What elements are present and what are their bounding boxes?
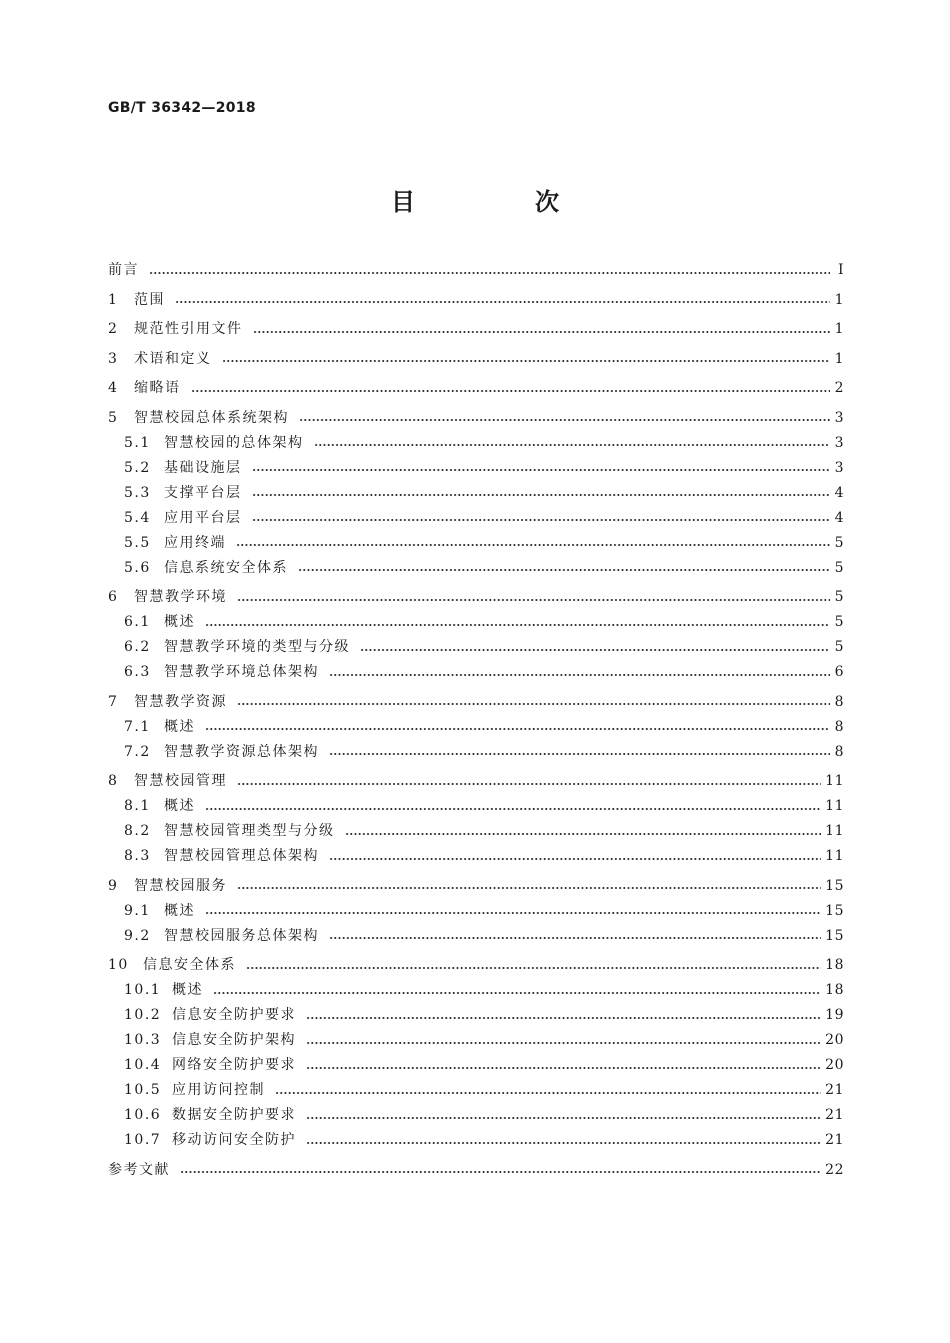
- dot-leader: [275, 1092, 821, 1094]
- toc-entry-number: 5.1: [124, 434, 151, 451]
- toc-entry-title: 移动访问安全防护: [172, 1132, 296, 1148]
- toc-entry-title: 应用终端: [164, 534, 226, 551]
- toc-entry-page: 3: [834, 434, 844, 451]
- toc-entry-title: 规范性引用文件: [134, 321, 243, 337]
- toc-entry-page: 20: [825, 1057, 844, 1073]
- toc-entry-number: 6.3: [124, 664, 151, 680]
- toc-entry[interactable]: [108, 406, 844, 431]
- toc-entry-title: 基础设施层: [164, 459, 242, 476]
- toc-entry[interactable]: [108, 1078, 844, 1103]
- dot-leader: [299, 419, 830, 421]
- toc-entry-page: 8: [834, 693, 844, 710]
- toc-entry-page: 2: [834, 380, 844, 396]
- toc-entry[interactable]: [108, 1103, 844, 1128]
- toc-entry-number: 10.4: [124, 1057, 162, 1073]
- toc-entry-title: 智慧教学环境总体架构: [164, 664, 319, 680]
- toc-entry-number: 10.5: [124, 1082, 162, 1098]
- toc-entry[interactable]: [108, 899, 844, 924]
- toc-entry-page: 15: [825, 877, 844, 894]
- toc-entry[interactable]: [108, 1053, 844, 1078]
- dot-leader: [149, 272, 830, 274]
- dot-leader: [205, 624, 830, 626]
- toc-entry-title: 概述: [164, 614, 195, 630]
- dot-leader: [236, 544, 830, 546]
- toc-entry-number: 5.2: [124, 459, 151, 476]
- toc-entry-number: 8.1: [124, 798, 151, 814]
- dot-leader: [191, 390, 831, 392]
- toc-entry-number: 9: [108, 877, 119, 894]
- toc-entry[interactable]: [108, 924, 844, 949]
- toc-entry-number: 10.2: [124, 1007, 162, 1023]
- dot-leader: [205, 728, 830, 730]
- toc-entry[interactable]: [108, 1128, 844, 1153]
- toc-entry-page: 3: [834, 409, 844, 426]
- toc-entry-page: 5: [834, 639, 844, 655]
- toc-entry-title: 智慧校园服务: [134, 877, 227, 894]
- toc-entry-page: 21: [825, 1107, 844, 1123]
- toc-entry-number: 10: [108, 957, 129, 973]
- toc-entry-title: 数据安全防护要求: [172, 1107, 296, 1123]
- toc-entry[interactable]: [108, 978, 844, 1003]
- toc-entry-number: 7: [108, 693, 119, 710]
- dot-leader: [306, 1117, 821, 1119]
- toc-entry[interactable]: [108, 376, 844, 401]
- toc-entry-page: 5: [834, 534, 844, 551]
- dot-leader: [205, 808, 821, 810]
- toc-entry-number: 4: [108, 380, 119, 396]
- toc-entry[interactable]: [108, 1158, 844, 1183]
- toc-entry[interactable]: [108, 456, 844, 481]
- toc-entry-page: 11: [825, 823, 844, 839]
- dot-leader: [237, 599, 830, 601]
- dot-leader: [252, 494, 831, 496]
- toc-entry-number: 5.3: [124, 484, 151, 501]
- toc-entry[interactable]: [108, 258, 844, 283]
- toc-entry-page: 6: [834, 664, 844, 680]
- toc-entry-title: 智慧校园管理: [134, 773, 227, 789]
- toc-entry-page: 11: [825, 798, 844, 814]
- toc-entry-page: 8: [834, 743, 844, 760]
- toc-entry-title: 智慧校园的总体架构: [164, 434, 304, 451]
- toc-entry-title: 智慧教学资源总体架构: [164, 743, 319, 760]
- toc-entry-title: 应用平台层: [164, 509, 242, 526]
- toc-title: 目 次: [391, 187, 607, 216]
- toc-entry-page: 11: [825, 848, 844, 864]
- toc-entry-number: 9.1: [124, 902, 151, 919]
- dot-leader: [329, 937, 821, 939]
- toc-entry[interactable]: [108, 819, 844, 844]
- dot-leader: [306, 1042, 821, 1044]
- toc-entry-number: 5: [108, 409, 119, 426]
- dot-leader: [252, 519, 831, 521]
- toc-entry-title: 概述: [164, 902, 195, 919]
- toc-entry-title: 信息安全防护要求: [172, 1007, 296, 1023]
- toc-entry-page: 5: [834, 559, 844, 576]
- toc-entry[interactable]: [108, 715, 844, 740]
- toc-entry-page: 20: [825, 1032, 844, 1048]
- dot-leader: [329, 753, 830, 755]
- toc-entry[interactable]: [108, 556, 844, 581]
- toc-entry-page: 22: [825, 1161, 844, 1178]
- dot-leader: [237, 703, 830, 705]
- document-code: GB/T 36342—2018: [108, 100, 256, 116]
- toc-entry-number: 10.1: [124, 982, 162, 998]
- dot-leader: [180, 1171, 821, 1173]
- toc-entry-page: 11: [825, 773, 844, 789]
- toc-entry[interactable]: [108, 317, 844, 342]
- toc-entry[interactable]: [108, 844, 844, 869]
- dot-leader: [252, 469, 831, 471]
- toc-entry-number: 1: [108, 291, 119, 308]
- toc-entry-number: 2: [108, 321, 119, 337]
- toc-entry-number: 5.4: [124, 509, 151, 526]
- toc-entry[interactable]: [108, 585, 844, 610]
- toc-entry-page: 19: [825, 1007, 844, 1023]
- toc-entry-title: 智慧校园服务总体架构: [164, 927, 319, 944]
- dot-leader: [213, 992, 821, 994]
- dot-leader: [175, 301, 830, 303]
- toc-entry[interactable]: [108, 288, 844, 313]
- toc-entry-page: 4: [834, 484, 844, 501]
- toc-entry-number: 3: [108, 350, 119, 367]
- toc-entry-number: 8.3: [124, 848, 151, 864]
- toc-entry-page: 3: [834, 459, 844, 476]
- toc-entry[interactable]: [108, 794, 844, 819]
- dot-leader: [298, 569, 830, 571]
- dot-leader: [306, 1017, 821, 1019]
- toc-entry-page: 1: [834, 291, 844, 308]
- toc-entry[interactable]: [108, 660, 844, 685]
- toc-entry-page: 18: [825, 982, 844, 998]
- toc-entry[interactable]: [108, 635, 844, 660]
- dot-leader: [345, 833, 822, 835]
- dot-leader: [222, 360, 831, 362]
- toc-entry-page: 21: [825, 1132, 844, 1148]
- dot-leader: [306, 1142, 821, 1144]
- toc-entry-number: 5.6: [124, 559, 151, 576]
- toc-entry-title: 术语和定义: [134, 350, 212, 367]
- toc-entry[interactable]: [108, 874, 844, 899]
- toc-entry[interactable]: [108, 690, 844, 715]
- toc-entry-page: 21: [825, 1082, 844, 1098]
- toc-entry[interactable]: [108, 953, 844, 978]
- toc-entry-number: 10.7: [124, 1132, 162, 1148]
- toc-entry-number: 10.6: [124, 1107, 162, 1123]
- toc-entry[interactable]: [108, 740, 844, 765]
- toc-entry-number: 7.1: [124, 718, 151, 735]
- toc-entry-title: 智慧教学环境的类型与分级: [164, 639, 350, 655]
- toc-entry-page: Ⅰ: [837, 262, 844, 278]
- dot-leader: [329, 858, 821, 860]
- toc-entry-title: 智慧校园管理总体架构: [164, 848, 319, 864]
- dot-leader: [306, 1067, 821, 1069]
- toc-entry-number: 5.5: [124, 534, 151, 551]
- toc-entry-page: 15: [825, 927, 844, 944]
- toc-entry-page: 1: [834, 321, 844, 337]
- dot-leader: [246, 967, 821, 969]
- toc-entry[interactable]: [108, 1028, 844, 1053]
- toc-entry-title: 智慧教学环境: [134, 589, 227, 605]
- dot-leader: [360, 649, 830, 651]
- table-of-contents: [108, 258, 844, 1183]
- toc-entry-number: 6.1: [124, 614, 151, 630]
- toc-entry-title: 参考文献: [108, 1161, 170, 1178]
- dot-leader: [237, 783, 821, 785]
- toc-entry-title: 智慧校园总体系统架构: [134, 409, 289, 426]
- toc-entry[interactable]: [108, 347, 844, 372]
- toc-entry[interactable]: [108, 1003, 844, 1028]
- dot-leader: [205, 912, 821, 914]
- toc-entry-page: 1: [834, 350, 844, 367]
- toc-entry-title: 概述: [172, 982, 203, 998]
- toc-entry[interactable]: [108, 506, 844, 531]
- toc-entry-title: 信息安全防护架构: [172, 1032, 296, 1048]
- toc-entry-page: 5: [834, 589, 844, 605]
- toc-entry[interactable]: [108, 769, 844, 794]
- toc-entry[interactable]: [108, 610, 844, 635]
- toc-entry[interactable]: [108, 481, 844, 506]
- toc-entry-title: 缩略语: [134, 380, 181, 396]
- toc-entry-title: 信息安全体系: [143, 957, 236, 973]
- toc-entry-title: 网络安全防护要求: [172, 1057, 296, 1073]
- toc-entry-number: 9.2: [124, 927, 151, 944]
- toc-entry-number: 6: [108, 589, 119, 605]
- toc-entry-number: 7.2: [124, 743, 151, 760]
- toc-entry-page: 5: [834, 614, 844, 630]
- dot-leader: [314, 444, 831, 446]
- dot-leader: [237, 887, 821, 889]
- toc-entry-page: 4: [834, 509, 844, 526]
- toc-entry-number: 6.2: [124, 639, 151, 655]
- toc-entry-title: 概述: [164, 718, 195, 735]
- toc-entry-title: 智慧教学资源: [134, 693, 227, 710]
- toc-entry-page: 15: [825, 902, 844, 919]
- toc-entry-number: 8.2: [124, 823, 151, 839]
- toc-entry-number: 8: [108, 773, 119, 789]
- dot-leader: [253, 331, 831, 333]
- toc-entry-title: 应用访问控制: [172, 1082, 265, 1098]
- toc-entry[interactable]: [108, 431, 844, 456]
- toc-entry-title: 信息系统安全体系: [164, 559, 288, 576]
- toc-entry[interactable]: [108, 531, 844, 556]
- toc-entry-title: 范围: [134, 291, 165, 308]
- toc-entry-title: 概述: [164, 798, 195, 814]
- toc-entry-page: 8: [834, 718, 844, 735]
- toc-entry-number: 10.3: [124, 1032, 162, 1048]
- dot-leader: [329, 674, 830, 676]
- toc-entry-title: 支撑平台层: [164, 484, 242, 501]
- toc-entry-title: 前言: [108, 262, 139, 278]
- toc-entry-title: 智慧校园管理类型与分级: [164, 823, 335, 839]
- toc-entry-page: 18: [825, 957, 844, 973]
